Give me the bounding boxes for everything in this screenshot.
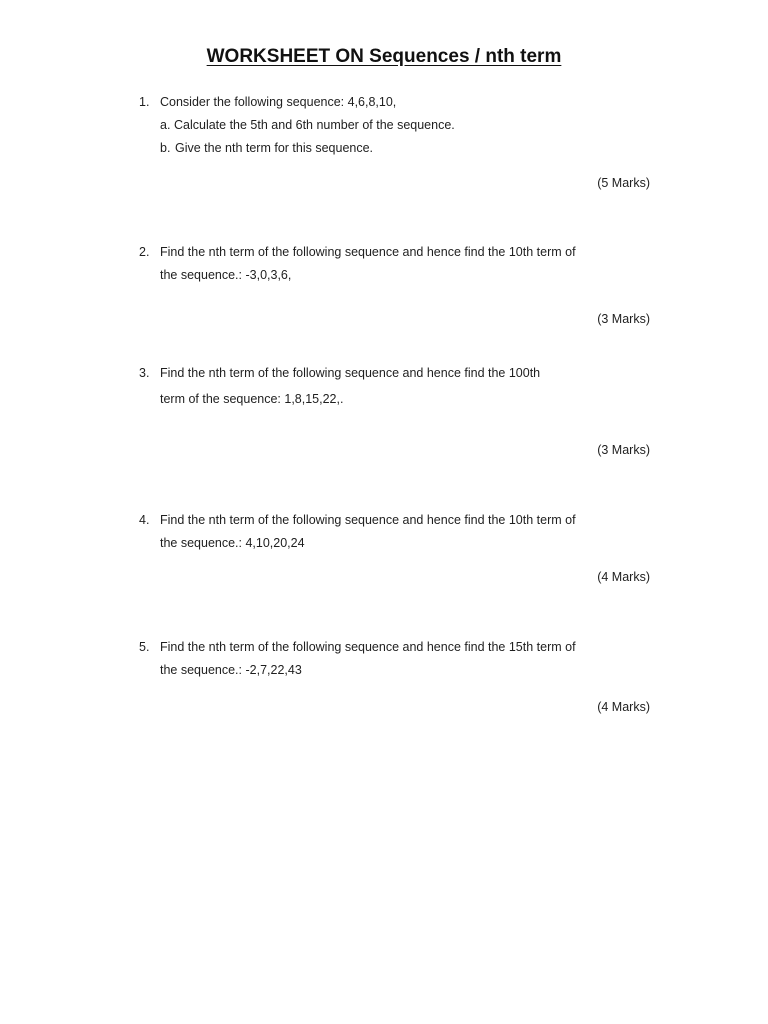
question-1-part-a-text: Calculate the 5th and 6th number of the sequence. [174, 118, 455, 132]
question-1-part-a-label: a. [160, 118, 171, 132]
question-4-text-line-1: Find the nth term of the following sequence and hence find the 10th term of [160, 513, 576, 527]
question-1-marks: (5 Marks) [597, 176, 650, 190]
question-1-part-b-label: b. [160, 141, 171, 155]
question-5-number: 5. [139, 640, 150, 654]
question-3-text-line-1: Find the nth term of the following sequence and hence find the 100th [160, 366, 541, 380]
question-2-text-line-2: the sequence.: -3,0,3,6, [160, 268, 292, 282]
question-4-number: 4. [139, 513, 150, 527]
question-2-marks: (3 Marks) [597, 312, 650, 326]
question-3-text-line-2: term of the sequence: 1,8,15,22,. [160, 392, 344, 406]
question-1-text: Consider the following sequence: 4,6,8,10, [160, 95, 397, 109]
question-4-marks: (4 Marks) [597, 570, 650, 584]
question-2-text-line-1: Find the nth term of the following sequence and hence find the 10th term of [160, 245, 576, 259]
question-5-text-line-2: the sequence.: -2,7,22,43 [160, 663, 302, 677]
question-1-part-b-text: Give the nth term for this sequence. [175, 141, 374, 155]
worksheet-title: WORKSHEET ON Sequences / nth term [206, 46, 562, 67]
question-2-number: 2. [139, 245, 150, 259]
question-4-text-line-2: the sequence.: 4,10,20,24 [160, 536, 305, 550]
question-5-text-line-1: Find the nth term of the following sequence and hence find the 15th term of [160, 640, 576, 654]
question-3-number: 3. [139, 366, 150, 380]
question-5-marks: (4 Marks) [597, 700, 650, 714]
question-3-marks: (3 Marks) [597, 443, 650, 457]
question-1-number: 1. [139, 95, 150, 109]
